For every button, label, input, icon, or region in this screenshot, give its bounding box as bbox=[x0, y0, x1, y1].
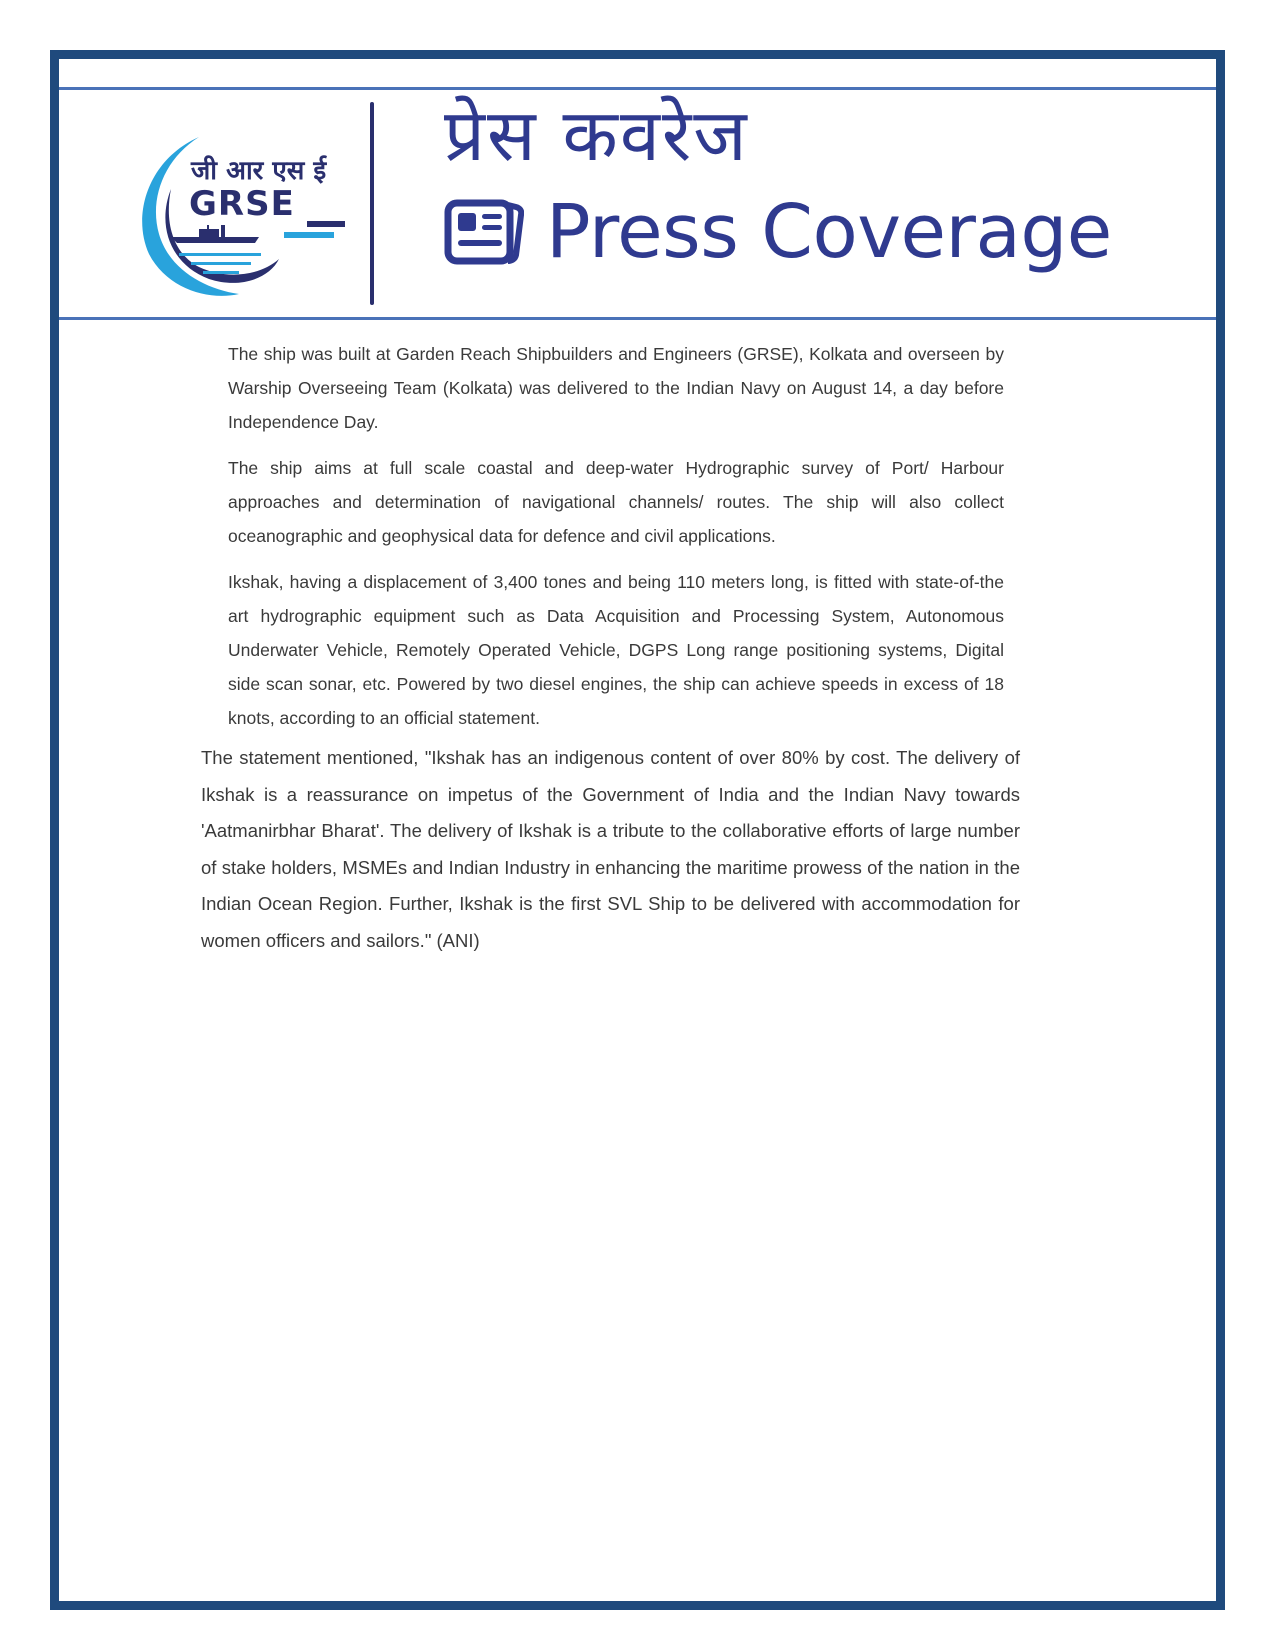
header-vertical-divider bbox=[370, 102, 374, 305]
newspaper-icon bbox=[444, 199, 524, 265]
title-english bbox=[444, 189, 1112, 275]
article-paragraph: Ikshak, having a displacement of 3,400 tones and being 110 meters long, is fitted with state-of-the art hydrographic equipment such as Data Acquisition and Processing System, Autonomous Underwater Vehicle, Remotely Operated Vehicle, DGPS Long range positioning systems, Digital side scan sonar, etc. Powered by two diesel engines, the ship can achieve speeds in excess of 18 knots, according to an official statement. bbox=[228, 572, 1004, 728]
statement-paragraph: The statement mentioned, "Ikshak has an indigenous content of over 80% by cost. The delivery of Ikshak is a reassurance on impetus of the Government of India and the Indian Navy towards 'Aatmanirbhar Bharat'. The delivery of Ikshak is a tribute to the collaborative efforts of large number of stake holders, MSMEs and Indian Industry in enhancing the maritime prowess of the nation in the Indian Ocean Region. Further, Ikshak is the first SVL Ship to be delivered with accommodation for women officers and sailors." (ANI) bbox=[201, 747, 1020, 951]
ship-logo-icon bbox=[129, 129, 359, 299]
page-frame bbox=[50, 50, 1225, 1610]
title-hindi: प्रेस कवरेज bbox=[444, 93, 749, 177]
header-bottom-rule bbox=[59, 317, 1216, 320]
logo-hindi-text: जी आर एस ई bbox=[191, 156, 327, 186]
logo-grse-text: GRSE bbox=[189, 184, 295, 224]
grse-logo bbox=[129, 129, 359, 299]
header-top-rule bbox=[59, 87, 1216, 90]
title-english-label: Press Coverage bbox=[546, 189, 1112, 275]
article-paragraph: The ship aims at full scale coastal and deep-water Hydrographic survey of Port/ Harbour approaches and determination of navigational channels/ routes. The ship will also collect oceanographic and geophysical data for defence and civil applications. bbox=[228, 458, 1004, 546]
article-paragraph: The ship was built at Garden Reach Shipbuilders and Engineers (GRSE), Kolkata and overseen by Warship Overseeing Team (Kolkata) was delivered to the Indian Navy on August 14, a day before Independence Day. bbox=[228, 344, 1004, 432]
